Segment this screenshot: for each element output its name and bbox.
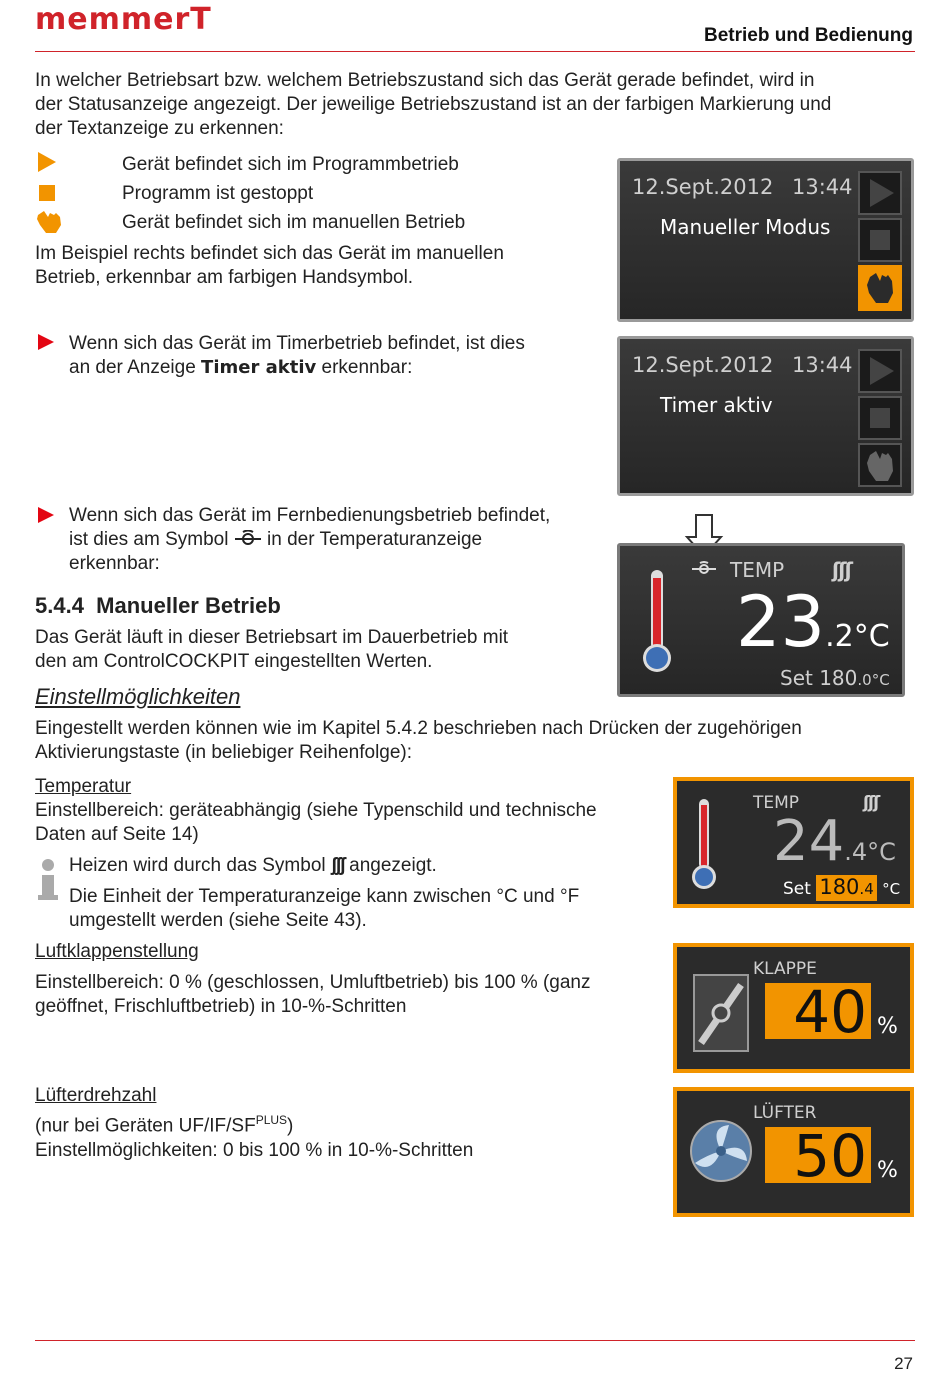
example-line-1: Im Beispiel rechts befindet sich das Gerät im manuellen	[35, 243, 504, 264]
fan-heading: Lüfterdrehzahl	[35, 1085, 157, 1106]
intro-line-1: In welcher Betriebsart bzw. welchem Betriebszustand sich das Gerät gerade befindet, wird in	[35, 70, 815, 91]
section-line-2: den am ControlCOCKPIT eingestellten Werten.	[35, 651, 433, 672]
flap-line-2: geöffnet, Frischluftbetrieb) in 10-%-Schritten	[35, 996, 407, 1017]
set-dec: .4	[859, 880, 874, 898]
temp-value-dec: .2	[825, 619, 854, 654]
section-number: 5.4.4	[35, 593, 84, 618]
set-value-box	[816, 875, 876, 901]
set-int: 180	[819, 875, 860, 899]
footer-rule	[35, 1340, 915, 1341]
display-time: 13:44	[792, 175, 853, 199]
heating-icon: ʃʃʃ	[330, 855, 344, 876]
flap-display	[673, 943, 914, 1073]
status-display-timer	[617, 336, 914, 496]
temperature-note-1a: Heizen wird durch das Symbol	[69, 855, 331, 876]
remote-line-2	[69, 528, 482, 552]
fan-icon	[689, 1119, 753, 1183]
remote-line-3: erkennbar:	[69, 553, 160, 574]
page-header-title: Betrieb und Bedienung	[704, 25, 913, 46]
fan-line-1b: )	[287, 1115, 294, 1137]
bullet-arrow-icon	[38, 507, 54, 523]
set-int: 180	[819, 666, 858, 690]
legend-manual: Gerät befindet sich im manuellen Betrieb	[122, 212, 466, 233]
set-unit: °C	[871, 671, 890, 689]
flap-icon	[693, 973, 749, 1053]
temp-value	[773, 809, 896, 874]
display-time: 13:44	[792, 353, 853, 377]
intro-line-2: der Statusanzeige angezeigt. Der jeweilige Betriebszustand ist an der farbigen Markierung und	[35, 94, 832, 115]
display-mode-text: Manueller Modus	[660, 215, 831, 239]
fan-display	[673, 1087, 914, 1217]
temperature-note-1b: angezeigt.	[343, 855, 437, 876]
fan-value: 50	[765, 1127, 871, 1183]
temp-label: TEMP	[730, 558, 785, 582]
manual-button	[858, 443, 902, 487]
fan-line-2: Einstellmöglichkeiten: 0 bis 100 % in 10-%-Schritten	[35, 1140, 474, 1161]
temp-value-dec: .4	[844, 838, 868, 866]
section-heading	[35, 593, 281, 619]
temperature-display-remote	[617, 543, 905, 697]
legend-stopped: Programm ist gestoppt	[122, 183, 314, 204]
stop-button	[858, 218, 902, 262]
heating-icon: ʃʃʃ	[863, 793, 879, 813]
set-value	[783, 875, 900, 901]
set-unit: °C	[882, 880, 901, 898]
display-date: 12.Sept.2012	[632, 353, 774, 377]
program-play-icon	[38, 152, 56, 172]
legend-program: Gerät befindet sich im Programmbetrieb	[122, 154, 459, 175]
display-date: 12.Sept.2012	[632, 175, 774, 199]
flap-heading: Luftklappenstellung	[35, 941, 199, 962]
timer-line-2a: an der Anzeige	[69, 357, 202, 378]
fan-line-1	[35, 1108, 293, 1138]
temperature-line-2: Daten auf Seite 14)	[35, 824, 199, 845]
remote-symbol-icon	[234, 530, 262, 548]
temperature-note-3: umgestellt werden (siehe Seite 43).	[69, 910, 367, 931]
section-line-3: Eingestellt werden können wie im Kapitel 5.4.2 beschrieben nach Drücken der zugehörigen	[35, 718, 802, 739]
memmert-logo: memmerT	[35, 2, 212, 37]
flap-line-1: Einstellbereich: 0 % (geschlossen, Umluftbetrieb) bis 100 % (ganz	[35, 972, 591, 993]
temperature-line-1: Einstellbereich: geräteabhängig (siehe Typenschild und technische	[35, 800, 597, 821]
status-display-manual	[617, 158, 914, 322]
fan-label: LÜFTER	[753, 1103, 817, 1123]
remote-line-2b: in der Temperaturanzeige	[261, 529, 483, 550]
set-value	[780, 666, 890, 692]
play-button	[858, 349, 902, 393]
flap-value: 40	[765, 983, 871, 1039]
header-rule	[35, 51, 915, 52]
manual-hand-icon	[34, 207, 64, 235]
timer-line-2	[69, 356, 412, 380]
stop-button	[858, 396, 902, 440]
flap-unit: %	[877, 1014, 898, 1039]
program-stop-icon	[39, 185, 55, 201]
temp-value	[736, 581, 890, 663]
remote-line-1: Wenn sich das Gerät im Fernbedienungsbetrieb befindet,	[69, 505, 551, 526]
temperature-note-2: Die Einheit der Temperaturanzeige kann zwischen °C und °F	[69, 886, 580, 907]
set-label: Set	[783, 879, 811, 899]
timer-line-2c: erkennbar:	[316, 357, 413, 378]
temperature-heading: Temperatur	[35, 776, 132, 797]
timer-label: Timer aktiv	[201, 357, 317, 378]
section-title: Manueller Betrieb	[96, 593, 281, 618]
bullet-arrow-icon	[38, 334, 54, 350]
section-line-4: Aktivierungstaste (in beliebiger Reihenfolge):	[35, 742, 413, 763]
temp-unit: °C	[867, 838, 896, 866]
remote-symbol-icon	[692, 560, 716, 576]
temp-label: TEMP	[753, 793, 800, 813]
display-mode-text: Timer aktiv	[660, 393, 773, 417]
fan-line-1-sup: PLUS	[255, 1113, 288, 1127]
temperature-display-active	[673, 777, 914, 908]
example-line-2: Betrieb, erkennbar am farbigen Handsymbol.	[35, 267, 414, 288]
temp-value-int: 24	[773, 809, 845, 874]
set-dec: .0	[857, 671, 872, 689]
flap-label: KLAPPE	[753, 959, 817, 979]
timer-line-1: Wenn sich das Gerät im Timerbetrieb befindet, ist dies	[69, 333, 525, 354]
info-icon	[35, 857, 61, 903]
thermometer-icon	[691, 797, 717, 893]
set-label: Set	[780, 666, 813, 690]
manual-button-active	[858, 265, 902, 311]
page-number: 27	[894, 1354, 913, 1373]
heating-icon: ʃʃʃ	[832, 558, 851, 582]
temp-value-int: 23	[736, 581, 826, 663]
fan-unit: %	[877, 1158, 898, 1183]
subheading-settings: Einstellmöglichkeiten	[35, 684, 241, 709]
intro-line-3: der Textanzeige zu erkennen:	[35, 118, 284, 139]
play-button	[858, 171, 902, 215]
fan-line-1a: (nur bei Geräten UF/IF/SF	[35, 1115, 256, 1137]
remote-line-2a: ist dies am Symbol	[69, 529, 234, 550]
thermometer-icon	[642, 566, 672, 676]
temp-unit: °C	[853, 619, 890, 654]
temperature-note-1	[69, 854, 437, 878]
section-line-1: Das Gerät läuft in dieser Betriebsart im Dauerbetrieb mit	[35, 627, 509, 648]
